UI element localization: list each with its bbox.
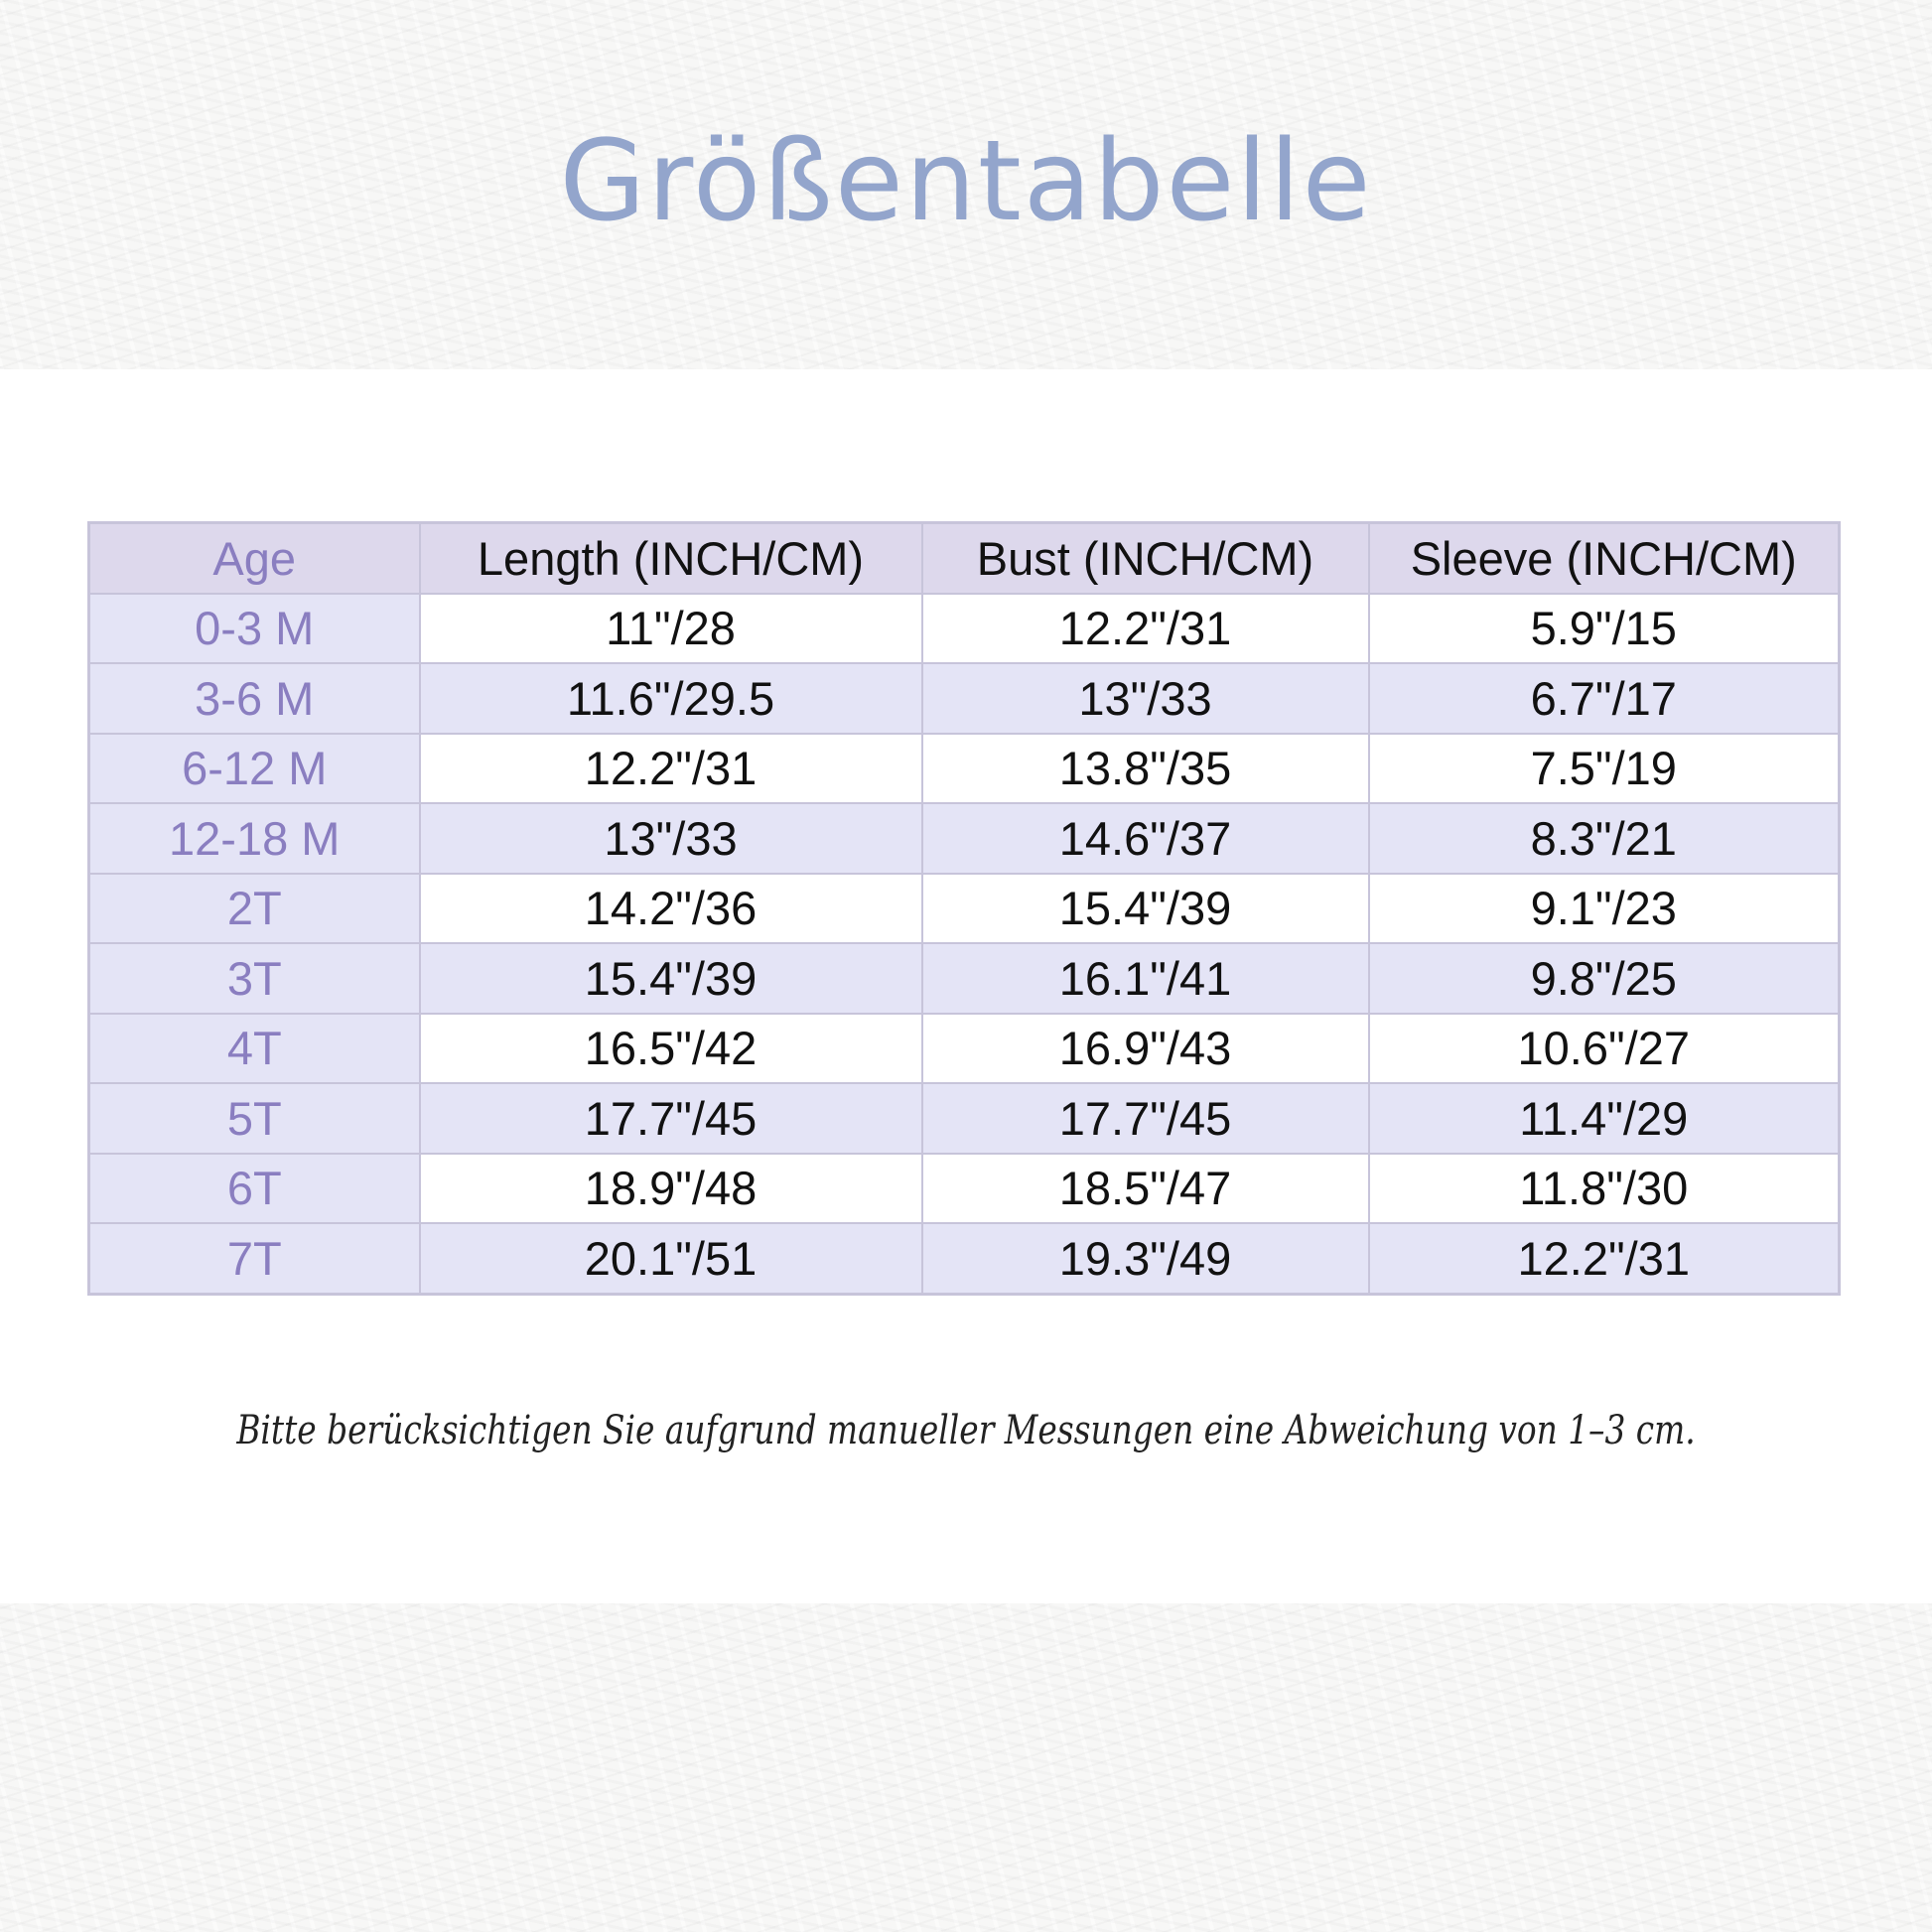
sleeve-cell: 11.8"/30 bbox=[1369, 1154, 1840, 1224]
paper-texture-bottom bbox=[0, 1603, 1932, 1932]
table-row bbox=[89, 1154, 1840, 1224]
length-cell: 11.6"/29.5 bbox=[420, 663, 922, 734]
table-row bbox=[89, 1014, 1840, 1084]
measurement-note: Bitte berücksichtigen Sie aufgrund manueller Messungen eine Abweichung von 1–3 cm. bbox=[236, 1408, 1696, 1453]
sleeve-cell: 10.6"/27 bbox=[1369, 1014, 1840, 1084]
sleeve-cell: 9.1"/23 bbox=[1369, 874, 1840, 944]
sleeve-cell: 11.4"/29 bbox=[1369, 1083, 1840, 1154]
length-cell: 18.9"/48 bbox=[420, 1154, 922, 1224]
bust-cell: 13"/33 bbox=[922, 663, 1369, 734]
length-cell: 14.2"/36 bbox=[420, 874, 922, 944]
age-cell: 6-12 M bbox=[89, 734, 420, 804]
sleeve-cell: 6.7"/17 bbox=[1369, 663, 1840, 734]
table-row bbox=[89, 1223, 1840, 1294]
column-header-age: Age bbox=[89, 523, 420, 594]
sleeve-cell: 12.2"/31 bbox=[1369, 1223, 1840, 1294]
sleeve-cell: 5.9"/15 bbox=[1369, 594, 1840, 664]
age-cell: 12-18 M bbox=[89, 803, 420, 874]
column-header-length: Length (INCH/CM) bbox=[420, 523, 922, 594]
bust-cell: 15.4"/39 bbox=[922, 874, 1369, 944]
age-cell: 3-6 M bbox=[89, 663, 420, 734]
table-row bbox=[89, 663, 1840, 734]
bust-cell: 12.2"/31 bbox=[922, 594, 1369, 664]
bust-cell: 19.3"/49 bbox=[922, 1223, 1369, 1294]
sleeve-cell: 8.3"/21 bbox=[1369, 803, 1840, 874]
bust-cell: 14.6"/37 bbox=[922, 803, 1369, 874]
table-row bbox=[89, 594, 1840, 664]
length-cell: 11"/28 bbox=[420, 594, 922, 664]
size-chart-table bbox=[87, 521, 1841, 1296]
age-cell: 4T bbox=[89, 1014, 420, 1084]
age-cell: 0-3 M bbox=[89, 594, 420, 664]
length-cell: 15.4"/39 bbox=[420, 943, 922, 1014]
bust-cell: 16.1"/41 bbox=[922, 943, 1369, 1014]
age-cell: 5T bbox=[89, 1083, 420, 1154]
table-row bbox=[89, 803, 1840, 874]
length-cell: 13"/33 bbox=[420, 803, 922, 874]
table-row bbox=[89, 874, 1840, 944]
age-cell: 2T bbox=[89, 874, 420, 944]
bust-cell: 16.9"/43 bbox=[922, 1014, 1369, 1084]
length-cell: 16.5"/42 bbox=[420, 1014, 922, 1084]
age-cell: 6T bbox=[89, 1154, 420, 1224]
sleeve-cell: 9.8"/25 bbox=[1369, 943, 1840, 1014]
column-header-sleeve: Sleeve (INCH/CM) bbox=[1369, 523, 1840, 594]
length-cell: 20.1"/51 bbox=[420, 1223, 922, 1294]
bust-cell: 17.7"/45 bbox=[922, 1083, 1369, 1154]
age-cell: 3T bbox=[89, 943, 420, 1014]
length-cell: 17.7"/45 bbox=[420, 1083, 922, 1154]
page-title: Größentabelle bbox=[559, 117, 1373, 246]
column-header-bust: Bust (INCH/CM) bbox=[922, 523, 1369, 594]
bust-cell: 18.5"/47 bbox=[922, 1154, 1369, 1224]
table-header-row bbox=[89, 523, 1840, 594]
table-row bbox=[89, 734, 1840, 804]
age-cell: 7T bbox=[89, 1223, 420, 1294]
sleeve-cell: 7.5"/19 bbox=[1369, 734, 1840, 804]
length-cell: 12.2"/31 bbox=[420, 734, 922, 804]
bust-cell: 13.8"/35 bbox=[922, 734, 1369, 804]
table-row bbox=[89, 1083, 1840, 1154]
table-row bbox=[89, 943, 1840, 1014]
